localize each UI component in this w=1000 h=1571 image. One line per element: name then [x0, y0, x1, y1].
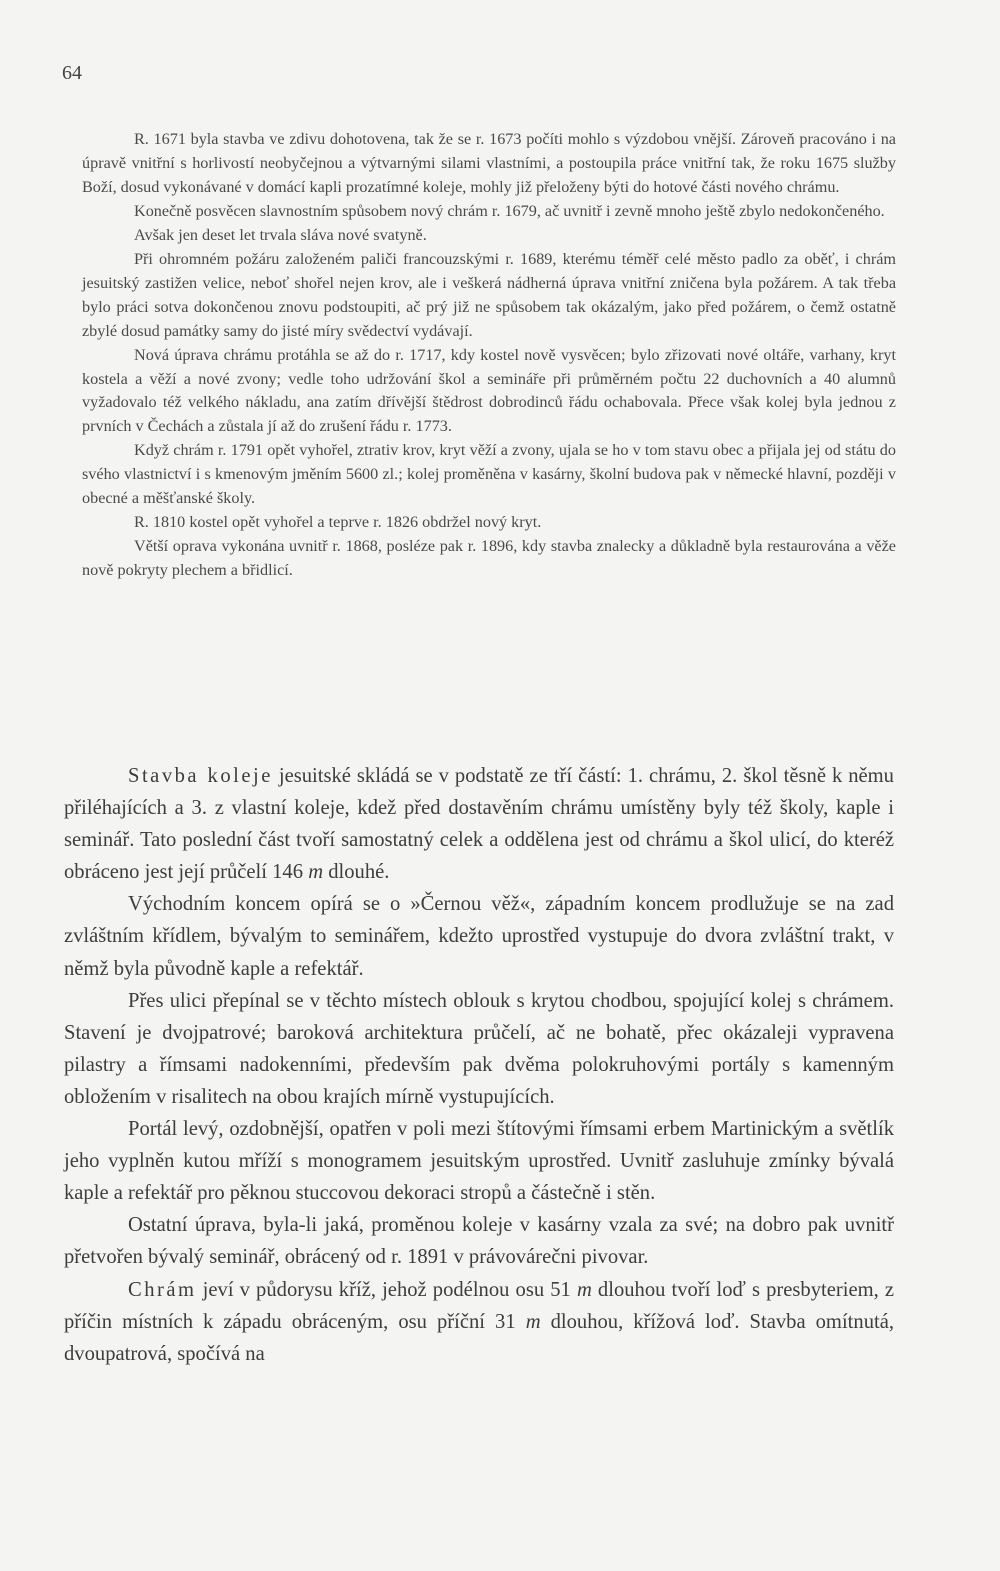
large-print-section — [64, 760, 894, 1370]
paragraph: Konečně posvěcen slavnostním spůsobem nový chrám r. 1679, ač uvnitř i zevně mnoho ještě zbylo nedokončeného. — [134, 201, 885, 220]
text-run: dlouhou, křížová loď. Stavba omítnutá, dvoupatrová, spočívá na — [64, 1310, 894, 1365]
unit-meter: m — [308, 861, 324, 884]
paragraph: Avšak jen deset let trvala sláva nové svatyně. — [134, 225, 427, 244]
text-run: jeví v půdorysu kříž, jehož podélnou osu 51 — [196, 1278, 577, 1301]
paragraph: Východním koncem opírá se o »Černou věž«, západním koncem prodlužuje se na zad zvláštním křídlem, bývalým to seminářem, kdežto uprostřed vystupuje do dvora zvláštní trakt, v němž byla původně kaple a refektář. — [64, 893, 894, 980]
text-run: dlouhé. — [323, 861, 390, 884]
spaced-term: Stavba koleje — [128, 765, 273, 787]
paragraph: Větší oprava vykonána uvnitř r. 1868, posléze pak r. 1896, kdy stavba znalecky a důkladně byla restaurována a věže nově pokryty plechem a břidlicí. — [82, 537, 896, 580]
spaced-term: Chrám — [128, 1278, 197, 1301]
paragraph: Ostatní úprava, byla-li jaká, proměnou koleje v kasárny vzala za své; na dobro pak uvnitř přetvořen bývalý seminář, obrácený od r. 1891 v právovárečni pivovar. — [64, 1214, 894, 1269]
paragraph: Když chrám r. 1791 opět vyhořel, ztrativ krov, kryt věží a zvony, ujala se ho v tom stavu obec a přijala jej od státu do svého vlastnictví i s kmenovým jměním 5600 zl.; kolej proměněna v kasárny, školní budova pak v německé hlavní, později v obecné a měšťanské školy. — [82, 441, 896, 508]
paragraph: Nová úprava chrámu protáhla se až do r. 1717, kdy kostel nově vysvěcen; bylo zřizovati nové oltáře, varhany, kryt kostela a věží a nové zvony; vedle toho udržování škol a semináře při průměrném počtu 22 duchovních a 40 alumnů vyžadovalo též velkého nákladu, ana zatím dřívější štědrost dobrodinců řádu ochabovala. Přece však kolej byla jednou z prvních v Čechách a zůstala jí až do zrušení řádu r. 1773. — [82, 345, 896, 436]
text-run: dlouhou tvoří loď s presbyteriem, z příčin místních k západu obráceným, osu příční 31 — [64, 1278, 894, 1333]
paragraph: R. 1810 kostel opět vyhořel a teprve r. 1826 obdržel nový kryt. — [134, 513, 542, 532]
paragraph: Přes ulici přepínal se v těchto místech oblouk s krytou chodbou, spojující kolej s chrámem. Stavení je dvojpatrové; baroková architektura průčelí, ač ne bohatě, přec okázaleji vypravena pilastry a římsami nadokenními, především pak dvěma polokruhovými portály s kamenným obložením v risalitech na obou krajích mírně vystupujících. — [64, 989, 894, 1108]
paragraph-college-structure — [64, 760, 894, 888]
unit-meter: m — [525, 1310, 541, 1333]
paragraph: R. 1671 byla stavba ve zdivu dohotovena, tak že se r. 1673 počíti mohlo s výzdobou vnější. Zároveň pracováno i na úpravě vnitřní s horlivostí neobyčejnou a výtvarnými silami vlastními, a postoupila práce vnitřní tak, že roku 1675 služby Boží, dosud vykonávané v domácí kapli prozatímné koleje, mohly již přeloženy býti do hotové části nového chrámu. — [82, 130, 896, 196]
paragraph: Portál levý, ozdobnější, opatřen v poli mezi štítovými římsami erbem Martinickým a světlík jeho vyplněn kutou mříží s monogramem jesuitským uprostřed. Uvnitř zasluhuje zmínky bývalá kaple a refektář pro pěknou stuccovou dekoraci stropů a částečně i stěn. — [64, 1118, 894, 1205]
page-number: 64 — [62, 62, 82, 84]
paragraph-church — [64, 1274, 894, 1370]
small-print-section — [82, 128, 896, 583]
unit-meter: m — [576, 1278, 592, 1301]
text-run: jesuitské skládá se v podstatě ze tří částí: 1. chrámu, 2. škol těsně k němu přiléhajících a 3. z vlastní koleje, kdež před dostavěním chrámu umístěny byly též školy, kaple i seminář. Tato poslední část tvoří samostatný celek a oddělena jest od chrámu a škol ulicí, do kteréž obráceno jest její průčelí 146 — [64, 765, 894, 884]
paragraph: Při ohromném požáru založeném paliči francouzskými r. 1689, kterému téměř celé město padlo za oběť, i chrám jesuitský zastižen velice, neboť shořel nejen krov, ale i veškerá nádherná úprava vnitřní zničena byla požárem. A tak třeba bylo práci sotva dokončenou znovu podstoupiti, ač prý již ne spůsobem tak okázalým, jako před požárem, o čemž ostatně zbylé dosud památky samy do jisté míry svědectví vydávají. — [82, 249, 896, 340]
